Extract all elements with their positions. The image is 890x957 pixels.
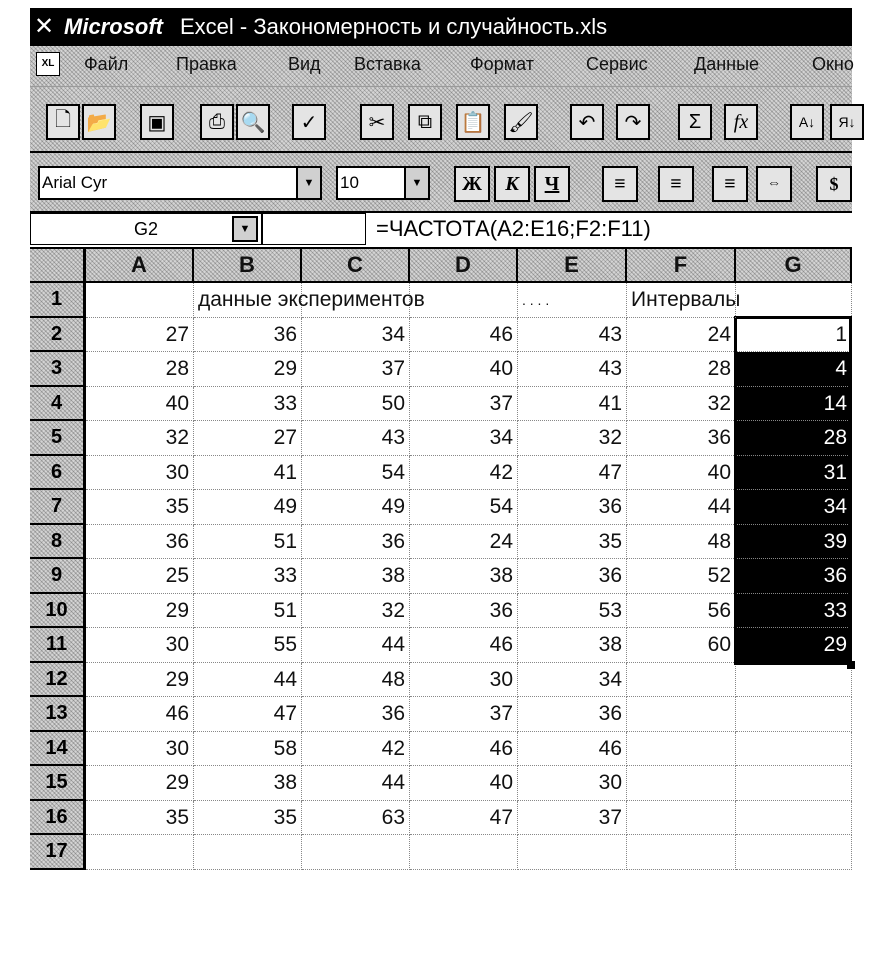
data-cell[interactable]: 42 bbox=[302, 732, 410, 767]
cell[interactable] bbox=[86, 835, 194, 870]
chevron-down-icon[interactable]: ▼ bbox=[232, 216, 258, 242]
sort-descending-icon[interactable]: Я↓ bbox=[830, 104, 864, 140]
data-cell[interactable]: 48 bbox=[302, 663, 410, 698]
column-header-d[interactable]: D bbox=[410, 249, 518, 283]
data-cell[interactable]: 29 bbox=[86, 663, 194, 698]
frequency-cell[interactable]: 4 bbox=[736, 352, 852, 387]
data-cell[interactable]: 32 bbox=[86, 421, 194, 456]
title-bar bbox=[30, 8, 852, 46]
data-cell[interactable]: 34 bbox=[302, 318, 410, 353]
data-cell[interactable]: 43 bbox=[518, 318, 627, 353]
data-cell[interactable]: 47 bbox=[194, 697, 302, 732]
cell[interactable] bbox=[518, 835, 627, 870]
cell[interactable] bbox=[736, 663, 852, 698]
menu-window[interactable]: Окно bbox=[812, 54, 854, 74]
row-header-13[interactable]: 13 bbox=[30, 697, 86, 732]
data-cell[interactable]: 36 bbox=[86, 525, 194, 560]
redo-icon[interactable]: ↷ bbox=[616, 104, 650, 140]
cell[interactable] bbox=[627, 732, 736, 767]
frequency-cell[interactable]: 14 bbox=[736, 387, 852, 422]
data-cell[interactable]: 50 bbox=[302, 387, 410, 422]
data-cell[interactable]: 37 bbox=[518, 801, 627, 836]
interval-cell[interactable]: 48 bbox=[627, 525, 736, 560]
spelling-check-icon[interactable]: ✓ bbox=[292, 104, 326, 140]
font-size-value: 10 bbox=[340, 173, 359, 192]
font-size-select[interactable] bbox=[336, 166, 430, 200]
data-cell[interactable]: 28 bbox=[86, 352, 194, 387]
align-right-icon[interactable]: ≡ bbox=[712, 166, 748, 202]
row-header-17[interactable]: 17 bbox=[30, 835, 86, 870]
fill-handle[interactable] bbox=[847, 661, 855, 669]
column-header-f[interactable]: F bbox=[627, 249, 736, 283]
data-cell[interactable]: 38 bbox=[194, 766, 302, 801]
data-cell[interactable]: 24 bbox=[410, 525, 518, 560]
document-control-icon[interactable]: XL bbox=[36, 52, 60, 76]
row-header-9[interactable]: 9 bbox=[30, 559, 86, 594]
data-cell[interactable]: 38 bbox=[518, 628, 627, 663]
cell[interactable] bbox=[736, 732, 852, 767]
menu-tools[interactable]: Сервис bbox=[586, 54, 648, 74]
data-cell[interactable]: 30 bbox=[86, 456, 194, 491]
active-frequency-cell[interactable]: 1 bbox=[736, 318, 852, 353]
data-cell[interactable]: 49 bbox=[194, 490, 302, 525]
data-cell[interactable]: 51 bbox=[194, 525, 302, 560]
data-cell[interactable]: 35 bbox=[86, 801, 194, 836]
data-cell[interactable]: 30 bbox=[86, 732, 194, 767]
copy-icon[interactable]: ⧉ bbox=[408, 104, 442, 140]
data-cell[interactable]: 47 bbox=[410, 801, 518, 836]
data-cell[interactable]: 30 bbox=[518, 766, 627, 801]
row-header-8[interactable]: 8 bbox=[30, 525, 86, 560]
align-left-icon[interactable]: ≡ bbox=[602, 166, 638, 202]
bold-button[interactable]: Ж bbox=[454, 166, 490, 202]
paste-icon[interactable]: 📋 bbox=[456, 104, 490, 140]
align-center-icon[interactable]: ≡ bbox=[658, 166, 694, 202]
new-file-icon[interactable]: 🗋 bbox=[46, 104, 80, 140]
merge-center-icon[interactable]: ⇔ bbox=[756, 166, 792, 202]
interval-cell[interactable]: 52 bbox=[627, 559, 736, 594]
data-cell[interactable]: 35 bbox=[86, 490, 194, 525]
row-header-4[interactable]: 4 bbox=[30, 387, 86, 422]
cell[interactable] bbox=[736, 766, 852, 801]
currency-icon[interactable]: $ bbox=[816, 166, 852, 202]
row-header-10[interactable]: 10 bbox=[30, 594, 86, 629]
formula-buttons-area bbox=[262, 213, 366, 245]
data-cell[interactable]: 44 bbox=[302, 628, 410, 663]
row-header-7[interactable]: 7 bbox=[30, 490, 86, 525]
row-header-12[interactable]: 12 bbox=[30, 663, 86, 698]
data-cell[interactable]: 34 bbox=[410, 421, 518, 456]
column-header-b[interactable]: B bbox=[194, 249, 302, 283]
menu-edit[interactable]: Правка bbox=[176, 54, 237, 74]
cell[interactable] bbox=[302, 835, 410, 870]
data-cell[interactable]: 29 bbox=[86, 766, 194, 801]
data-cell[interactable]: 37 bbox=[410, 697, 518, 732]
menu-view[interactable]: Вид bbox=[288, 54, 321, 74]
chevron-down-icon[interactable]: ▼ bbox=[404, 168, 428, 198]
data-cell[interactable]: 40 bbox=[86, 387, 194, 422]
font-name-value: Arial Cyr bbox=[42, 173, 108, 192]
sort-ascending-icon[interactable]: A↓ bbox=[790, 104, 824, 140]
data-cell[interactable]: 63 bbox=[302, 801, 410, 836]
save-disk-icon[interactable]: ▣ bbox=[140, 104, 174, 140]
data-cell[interactable]: 54 bbox=[302, 456, 410, 491]
row-header-5[interactable]: 5 bbox=[30, 421, 86, 456]
window-title: Excel - Закономерность и случайность.xls bbox=[180, 14, 608, 39]
formatting-toolbar bbox=[30, 153, 852, 213]
cell[interactable] bbox=[410, 835, 518, 870]
header-dots-cell[interactable]: . . . . bbox=[518, 283, 627, 318]
data-cell[interactable]: 29 bbox=[86, 594, 194, 629]
cell[interactable] bbox=[627, 697, 736, 732]
menu-file[interactable]: Файл bbox=[84, 54, 129, 74]
cell[interactable] bbox=[627, 663, 736, 698]
data-cell[interactable]: 36 bbox=[194, 318, 302, 353]
row-header-3[interactable]: 3 bbox=[30, 352, 86, 387]
frequency-cell[interactable]: 29 bbox=[736, 628, 852, 663]
interval-cell[interactable]: 24 bbox=[627, 318, 736, 353]
formula-input[interactable]: =ЧАСТОТА(A2:E16;F2:F11) bbox=[376, 216, 651, 241]
name-box-value: G2 bbox=[133, 219, 158, 239]
data-cell[interactable]: 37 bbox=[302, 352, 410, 387]
menu-format[interactable]: Формат bbox=[470, 54, 534, 74]
row-header-16[interactable]: 16 bbox=[30, 801, 86, 836]
data-cell[interactable]: 41 bbox=[194, 456, 302, 491]
cell[interactable] bbox=[627, 766, 736, 801]
column-header-c[interactable]: C bbox=[302, 249, 410, 283]
data-cell[interactable]: 32 bbox=[518, 421, 627, 456]
data-cell[interactable]: 30 bbox=[410, 663, 518, 698]
data-cell[interactable]: 46 bbox=[410, 732, 518, 767]
print-preview-icon[interactable]: 🔍 bbox=[236, 104, 270, 140]
data-cell[interactable]: 46 bbox=[86, 697, 194, 732]
interval-cell[interactable]: 60 bbox=[627, 628, 736, 663]
frequency-cell[interactable]: 34 bbox=[736, 490, 852, 525]
interval-cell[interactable]: 56 bbox=[627, 594, 736, 629]
row-header-15[interactable]: 15 bbox=[30, 766, 86, 801]
cell[interactable] bbox=[736, 283, 852, 318]
italic-button[interactable]: К bbox=[494, 166, 530, 202]
data-cell[interactable]: 27 bbox=[86, 318, 194, 353]
data-cell[interactable]: 49 bbox=[302, 490, 410, 525]
data-cell[interactable]: 37 bbox=[410, 387, 518, 422]
interval-cell[interactable]: 40 bbox=[627, 456, 736, 491]
data-cell[interactable]: 36 bbox=[518, 697, 627, 732]
data-cell[interactable]: 29 bbox=[194, 352, 302, 387]
cell[interactable] bbox=[736, 835, 852, 870]
menu-insert[interactable]: Вставка bbox=[354, 54, 421, 74]
data-cell[interactable]: 33 bbox=[194, 387, 302, 422]
excel-window bbox=[30, 8, 856, 870]
format-painter-icon[interactable]: 🖌 bbox=[504, 104, 538, 140]
data-cell[interactable]: 25 bbox=[86, 559, 194, 594]
data-cell[interactable]: 44 bbox=[194, 663, 302, 698]
worksheet-grid bbox=[30, 249, 852, 870]
chevron-down-icon[interactable]: ▼ bbox=[296, 168, 320, 198]
formula-bar bbox=[30, 213, 852, 249]
data-cell[interactable]: 33 bbox=[194, 559, 302, 594]
data-cell[interactable]: 38 bbox=[410, 559, 518, 594]
frequency-cell[interactable]: 31 bbox=[736, 456, 852, 491]
cell[interactable] bbox=[86, 283, 194, 318]
data-cell[interactable]: 40 bbox=[410, 766, 518, 801]
column-header-e[interactable]: E bbox=[518, 249, 627, 283]
data-cell[interactable]: 46 bbox=[518, 732, 627, 767]
cell[interactable] bbox=[627, 801, 736, 836]
frequency-cell[interactable]: 36 bbox=[736, 559, 852, 594]
data-cell[interactable]: 36 bbox=[518, 559, 627, 594]
standard-toolbar bbox=[30, 87, 856, 153]
data-cell[interactable]: 44 bbox=[302, 766, 410, 801]
data-cell[interactable]: 32 bbox=[302, 594, 410, 629]
menu-data[interactable]: Данные bbox=[694, 54, 760, 74]
column-header-a[interactable]: A bbox=[86, 249, 194, 283]
cell[interactable] bbox=[736, 801, 852, 836]
row-header-1[interactable]: 1 bbox=[30, 283, 86, 318]
undo-icon[interactable]: ↶ bbox=[570, 104, 604, 140]
autosum-icon[interactable]: Σ bbox=[678, 104, 712, 140]
row-header-6[interactable]: 6 bbox=[30, 456, 86, 491]
data-cell[interactable]: 47 bbox=[518, 456, 627, 491]
data-cell[interactable]: 43 bbox=[518, 352, 627, 387]
interval-cell[interactable]: 28 bbox=[627, 352, 736, 387]
data-cell[interactable]: 35 bbox=[518, 525, 627, 560]
data-cell[interactable]: 53 bbox=[518, 594, 627, 629]
underline-button[interactable]: Ч bbox=[534, 166, 570, 202]
print-icon[interactable]: ⎙ bbox=[200, 104, 234, 140]
data-cell[interactable]: 27 bbox=[194, 421, 302, 456]
header-text-cell[interactable]: данные экспериментов bbox=[194, 283, 302, 318]
data-cell[interactable]: 36 bbox=[518, 490, 627, 525]
function-wizard-icon[interactable]: fx bbox=[724, 104, 758, 140]
frequency-cell[interactable]: 33 bbox=[736, 594, 852, 629]
open-folder-icon[interactable]: 📂 bbox=[82, 104, 116, 140]
excel-logo-icon: ✕ bbox=[34, 12, 55, 40]
data-cell[interactable]: 36 bbox=[302, 697, 410, 732]
select-all-corner[interactable] bbox=[30, 249, 86, 283]
data-cell[interactable]: 58 bbox=[194, 732, 302, 767]
data-cell[interactable]: 34 bbox=[518, 663, 627, 698]
name-box[interactable] bbox=[30, 213, 262, 245]
cell[interactable] bbox=[194, 835, 302, 870]
data-cell[interactable]: 40 bbox=[410, 352, 518, 387]
data-cell[interactable]: 46 bbox=[410, 628, 518, 663]
row-header-11[interactable]: 11 bbox=[30, 628, 86, 663]
frequency-cell[interactable]: 28 bbox=[736, 421, 852, 456]
row-header-2[interactable]: 2 bbox=[30, 318, 86, 353]
data-cell[interactable]: 41 bbox=[518, 387, 627, 422]
data-cell[interactable]: 38 bbox=[302, 559, 410, 594]
column-header-g[interactable]: G bbox=[736, 249, 852, 283]
data-cell[interactable]: 43 bbox=[302, 421, 410, 456]
data-cell[interactable]: 51 bbox=[194, 594, 302, 629]
intervals-label-cell[interactable]: Интервалы bbox=[627, 283, 736, 318]
data-cell[interactable]: 35 bbox=[194, 801, 302, 836]
cell[interactable] bbox=[410, 283, 518, 318]
frequency-cell[interactable]: 39 bbox=[736, 525, 852, 560]
interval-cell[interactable]: 36 bbox=[627, 421, 736, 456]
cell[interactable] bbox=[736, 697, 852, 732]
cell[interactable] bbox=[627, 835, 736, 870]
app-brand: Microsoft bbox=[64, 14, 163, 39]
data-cell[interactable]: 36 bbox=[410, 594, 518, 629]
data-cell[interactable]: 36 bbox=[302, 525, 410, 560]
row-header-14[interactable]: 14 bbox=[30, 732, 86, 767]
data-cell[interactable]: 30 bbox=[86, 628, 194, 663]
data-cell[interactable]: 55 bbox=[194, 628, 302, 663]
cut-scissors-icon[interactable]: ✂ bbox=[360, 104, 394, 140]
data-cell[interactable]: 54 bbox=[410, 490, 518, 525]
interval-cell[interactable]: 32 bbox=[627, 387, 736, 422]
font-name-select[interactable] bbox=[38, 166, 322, 200]
interval-cell[interactable]: 44 bbox=[627, 490, 736, 525]
data-cell[interactable]: 46 bbox=[410, 318, 518, 353]
menu-bar bbox=[30, 46, 852, 87]
data-cell[interactable]: 42 bbox=[410, 456, 518, 491]
